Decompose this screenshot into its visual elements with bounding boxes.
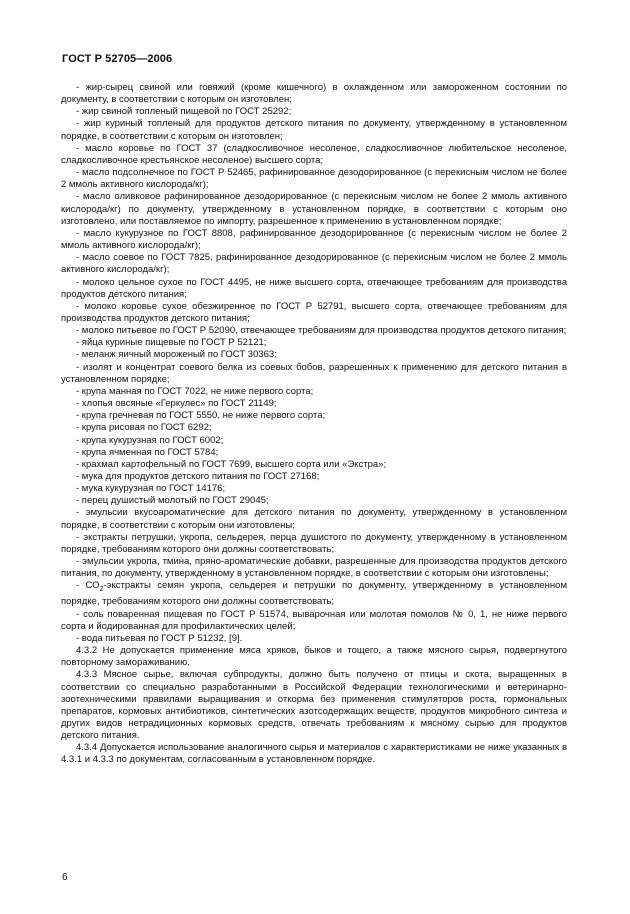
list-item: - меланж яичный мороженый по ГОСТ 30363;: [76, 349, 277, 361]
page-header: ГОСТ Р 52705—2006: [62, 53, 173, 65]
list-item: - крахмал картофельный по ГОСТ 7699, высшего сорта или «Экстра»;: [76, 458, 387, 470]
list-item: - изолят и концентрат соевого белка из соевых бобов, разрешенных к применению для детского питания в установленном порядке;: [61, 361, 567, 385]
co2-subscript: 2: [99, 586, 104, 594]
list-item: - жир свиной топленый пищевой по ГОСТ 25292;: [76, 106, 292, 118]
list-item: - масло соевое по ГОСТ 7825, рафинированное дезодорированное (с перекисным числом не более 2 ммоль активного кислорода/кг);: [61, 252, 567, 276]
co2-rest: -экстракты семян укропа, сельдерея и петрушки по документу, утвержденному в установленном порядке, требованиям которого они должны соответствовать;: [61, 580, 567, 608]
paragraph-4-3-2: 4.3.2 Не допускается применение мяса хряков, быков и тощего, а также мясного сырья, подвергнутого повторному замораживанию.: [61, 645, 567, 669]
list-item: - молоко питьевое по ГОСТ Р 52090, отвечающее требованиям для производства продуктов детского питания;: [76, 325, 567, 337]
list-item: - крупа гречневая по ГОСТ 5550, не ниже первого сорта;: [76, 410, 326, 422]
list-item: - экстракты петрушки, укропа, сельдерея, перца душистого по документу, утвержденному в установленном порядке, требованиям которого они должны соответствовать;: [61, 531, 567, 555]
list-item: - жир-сырец свиной или говяжий (кроме кишечного) в охлажденном или замороженном состоянии по документу, в соответствии с которым он изготовлен;: [61, 82, 567, 106]
list-item: - крупа манная по ГОСТ 7022, не ниже первого сорта;: [76, 385, 314, 397]
list-item: - жир куриный топленый для продуктов детского питания по документу, утвержденному в установленном порядке, в соответствии с которым он изготовлен;: [61, 118, 567, 142]
paragraph-4-3-4: 4.3.4 Допускается использование аналогичного сырья и материалов с характеристиками не ниже указанных в 4.3.1 и 4.3.3 по документам, согласованным в установленном порядке.: [61, 742, 567, 766]
co2-prefix: - СО: [76, 580, 100, 592]
list-item: - эмульсии укропа, тмина, пряно-ароматические добавки, разрешенные для производства продуктов детского питания, по документу, утвержденному в установленном порядке, в соответствии с которым они изготовлены;: [61, 556, 567, 580]
list-item: - молоко коровье сухое обезжиренное по ГОСТ Р 52791, высшего сорта, отвечающее требованиям для производства продуктов детского питания;: [61, 300, 567, 324]
list-item: - масло коровье по ГОСТ 37 (сладкосливочное несоленое, сладкосливочное любительское несоленое, сладкосливочное крестьянское несоленое) высшего сорта;: [61, 142, 567, 166]
list-item: - мука для продуктов детского питания по ГОСТ 27168;: [76, 471, 320, 482]
list-item: - масло кукурузное по ГОСТ 8808, рафинированное дезодорированное (с перекисным числом не более 2 ммоль активного кислорода/кг);: [61, 227, 567, 252]
list-item: - крупа кукурузная по ГОСТ 6002;: [76, 434, 224, 446]
list-item: - крупа ячменная по ГОСТ 5784;: [76, 446, 219, 458]
list-item: - яйца куриные пищевые по ГОСТ Р 52121;: [76, 337, 267, 349]
paragraph-4-3-3: 4.3.3 Мясное сырье, включая субпродукты, должно быть получено от птицы и скота, выращенных в соответствии со специально разработанными в Российской Федерации технологическими и ветеринарно-зоотехническими правилами выращивания и откорма без применения стимуляторов роста, гормональных препаратов, кормовых антибиотиков, синтетических азотсодержащих веществ, продуктов микробного синтеза и других видов нетрадиционных кормовых средств, отвечать требованиям к мясному сырью для продуктов детского питания.: [61, 669, 567, 742]
list-item: - соль поваренная пищевая по ГОСТ Р 51574, выварочная или молотая помолов № 0, 1, не ниже первого сорта и йодированная для профилактических целей;: [61, 608, 567, 632]
list-item: - молоко цельное сухое по ГОСТ 4495, не ниже высшего сорта, отвечающее требованиям для производства продуктов детского питания;: [61, 276, 567, 300]
list-item: - перец душистый молотый по ГОСТ 29045;: [76, 495, 269, 507]
document-body: [61, 82, 567, 767]
list-item: - крупа рисовая по ГОСТ 6292;: [76, 422, 212, 434]
list-item: - масло оливковое рафинированное дезодорированное (с перекисным числом не более 2 ммоль активного кислорода/кг) по документу, утвержденному в установленном порядке, в соответствии с которым оно изготовлено, или поставляемое по импорту, разрешенное к применению в установленном порядке;: [61, 191, 567, 227]
list-item-co2: [61, 580, 567, 608]
list-item: - масло подсолнечное по ГОСТ Р 52465, рафинированное дезодорированное (с перекисным числом не более 2 ммоль активного кислорода/кг);: [61, 167, 567, 191]
list-item: - эмульсии вкусоароматические для детского питания по документу, утвержденному в установленном порядке, в соответствии с которым они изготовлены;: [61, 507, 567, 531]
list-item: - мука кукурузная по ГОСТ 14176;: [76, 483, 226, 495]
list-item: - вода питьевая по ГОСТ Р 51232, [9].: [76, 632, 243, 644]
list-item: - хлопья овсяные «Геркулес» по ГОСТ 21149;: [76, 398, 277, 410]
page-number: 6: [62, 872, 68, 883]
